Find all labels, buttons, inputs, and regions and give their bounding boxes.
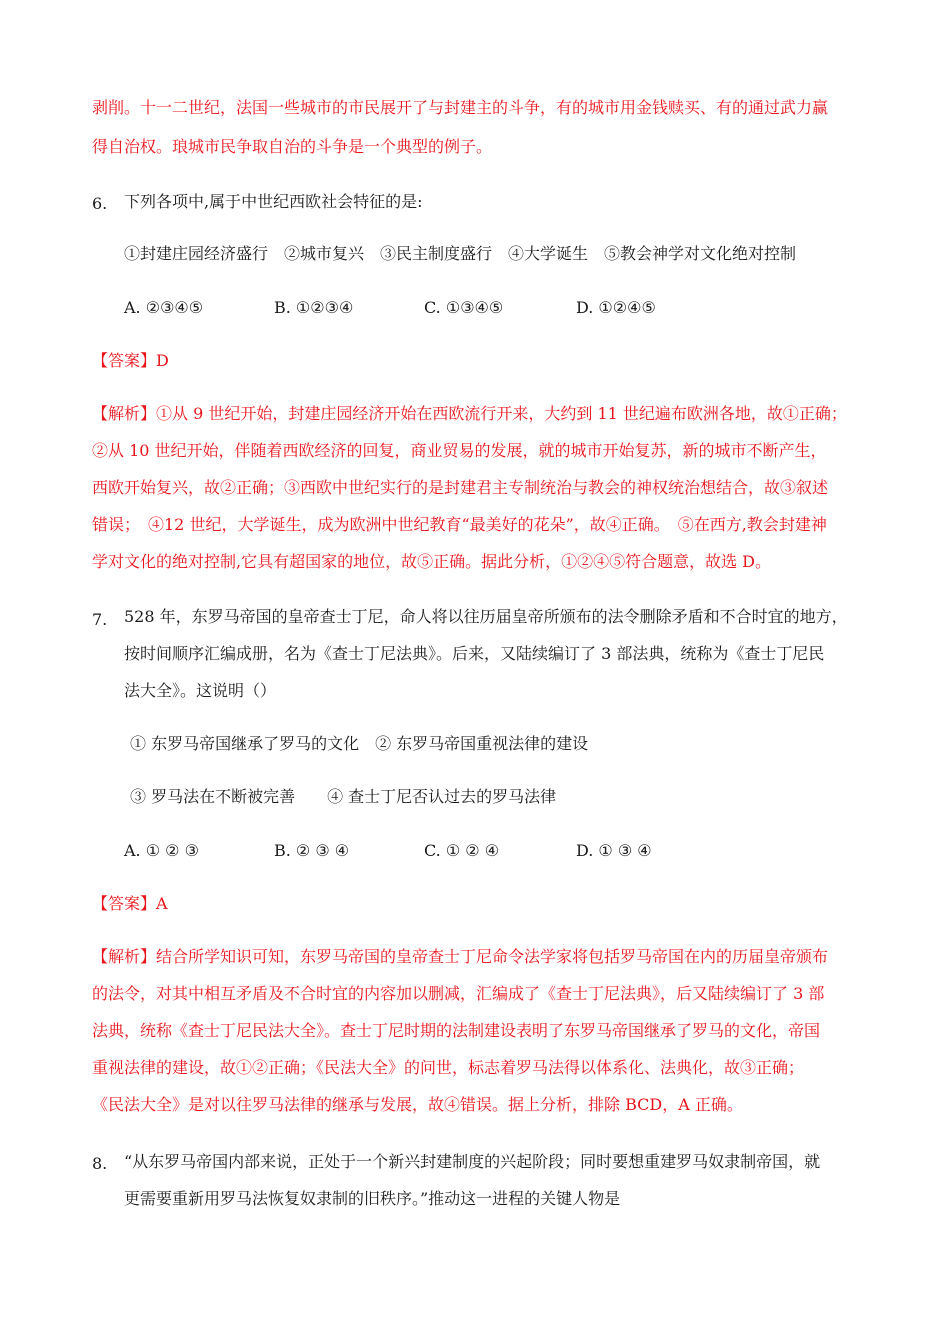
question-6-analysis-line-5: 学对文化的绝对控制,它具有超国家的地位，故⑤正确。据此分析，①②④⑤符合题意，故选 D。 (92, 552, 772, 571)
question-7-number: 7. (92, 610, 108, 629)
question-7-analysis-line-2: 的法令，对其中相互矛盾及不合时宜的内容加以删减，汇编成了《查士丁尼法典》，后又陆续编订了 3 部 (92, 984, 825, 1003)
question-6-items: ①封建庄园经济盛行 ②城市复兴 ③民主制度盛行 ④大学诞生 ⑤教会神学对文化绝对控制 (124, 244, 797, 263)
question-8-number: 8. (92, 1154, 108, 1173)
question-7-analysis-line-1: 【解析】结合所学知识可知，东罗马帝国的皇帝查士丁尼命令法学家将包括罗马帝国在内的历届皇帝颁布 (92, 947, 829, 966)
question-6-analysis-line-2: ②从 10 世纪开始，伴随着西欧经济的回复，商业贸易的发展，就的城市开始复苏，新的城市不断产生， (92, 441, 827, 460)
intro-line-1: 剥削。十一二世纪，法国一些城市的市民展开了与封建主的斗争，有的城市用金钱赎买、有的通过武力赢 (92, 98, 829, 117)
question-6-option-b: B. ①②③④ (274, 298, 354, 317)
question-6-analysis-line-1: 【解析】①从 9 世纪开始，封建庄园经济开始在西欧流行开来，大约到 11 世纪遍布欧洲各地，故①正确； (92, 404, 847, 423)
question-7-stem-line-2: 按时间顺序汇编成册，名为《查士丁尼法典》。后来，又陆续编订了 3 部法典，统称为《查士丁尼民 (124, 644, 825, 663)
question-6-answer: 【答案】D (92, 351, 169, 370)
question-7-option-d: D. ① ③ ④ (576, 841, 652, 860)
question-7-analysis-line-3: 法典，统称《查士丁尼民法大全》。查士丁尼时期的法制建设表明了东罗马帝国继承了罗马的文化，帝国 (92, 1021, 821, 1040)
question-7-option-c: C. ① ② ④ (424, 841, 500, 860)
question-7-analysis-line-5: 《民法大全》是对以往罗马法律的继承与发展，故④错误。据上分析，排除 BCD，A 正确。 (92, 1095, 743, 1114)
question-7-items-row-2: ③ 罗马法在不断被完善 ④ 查士丁尼否认过去的罗马法律 (130, 787, 557, 806)
question-7-items-row-1: ① 东罗马帝国继承了罗马的文化 ② 东罗马帝国重视法律的建设 (130, 734, 589, 753)
question-6-analysis-line-3: 西欧开始复兴，故②正确；③西欧中世纪实行的是封建君主专制统治与教会的神权统治想结合，故③叙述 (92, 478, 829, 497)
question-6-number: 6. (92, 194, 108, 213)
question-7-stem-line-3: 法大全》。这说明（） (124, 681, 277, 700)
question-6-stem: 下列各项中,属于中世纪西欧社会特征的是: (124, 192, 423, 211)
intro-line-2: 得自治权。琅城市民争取自治的斗争是一个典型的例子。 (92, 137, 493, 156)
question-7-analysis-line-4: 重视法律的建设，故①②正确；《民法大全》的问世，标志着罗马法得以体系化、法典化，故③正确； (92, 1058, 805, 1077)
question-8-stem-line-2: 更需要重新用罗马法恢复奴隶制的旧秩序。”推动这一进程的关键人物是 (124, 1189, 621, 1208)
question-7-answer: 【答案】A (92, 894, 168, 913)
question-8-stem-line-1: “从东罗马帝国内部来说，正处于一个新兴封建制度的兴起阶段；同时要想重建罗马奴隶制帝国，就 (124, 1152, 821, 1171)
question-7-stem-line-1: 528 年，东罗马帝国的皇帝查士丁尼，命人将以往历届皇帝所颁布的法令删除矛盾和不合时宜的地方， (124, 607, 848, 626)
question-6-option-d: D. ①②④⑤ (576, 298, 656, 317)
question-6-option-a: A. ②③④⑤ (124, 298, 204, 317)
question-7-option-a: A. ① ② ③ (124, 841, 199, 860)
question-6-analysis-line-4: 错误； ④12 世纪，大学诞生，成为欧洲中世纪教育“最美好的花朵”，故④正确。 ⑤在西方,教会封建神 (92, 515, 827, 534)
question-6-option-c: C. ①③④⑤ (424, 298, 504, 317)
question-7-option-b: B. ② ③ ④ (274, 841, 350, 860)
